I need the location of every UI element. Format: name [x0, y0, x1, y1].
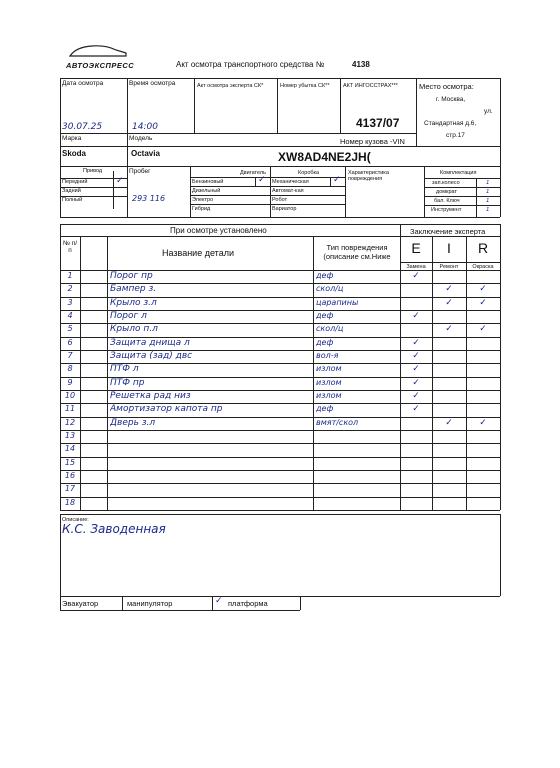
expert-conclusion-title: Заключение эксперта: [410, 227, 486, 236]
damage-type: излом: [316, 391, 342, 400]
row-number: 11: [64, 404, 76, 413]
row-number: 10: [64, 391, 76, 400]
mileage-value: 293 116: [132, 194, 166, 203]
replace-mark: ✓: [412, 351, 420, 361]
damage-type: скол/ц: [316, 324, 344, 333]
row-divider: [60, 470, 500, 471]
model-label: Модель: [129, 135, 153, 142]
damage-type: скол/ц: [316, 284, 344, 293]
row-divider: [60, 457, 500, 458]
vin-label: Номер кузова -VIN: [340, 137, 405, 146]
damage-type: царапины: [316, 298, 359, 307]
section-title: При осмотре установлено: [170, 226, 267, 235]
drive-front-check: ✓: [116, 176, 124, 186]
damage-type: излом: [316, 378, 342, 387]
drive-full: Полный: [62, 197, 83, 203]
evacuator-label: Эвакуатор: [62, 599, 99, 608]
row-divider: [60, 430, 500, 431]
engine-diesel: Дизельный: [192, 188, 221, 194]
row-number: 16: [64, 471, 76, 480]
col-header-type: Тип повреждения (описание см.Ниже: [323, 243, 391, 261]
kit-tools: Инструмент: [431, 207, 462, 213]
damage-type: вмят/скол: [316, 418, 359, 427]
row-number: 13: [64, 431, 76, 440]
manipulator-label: манипулятор: [127, 599, 173, 608]
description-value: К.С. Заводенная: [62, 522, 166, 536]
damage-type: деф: [316, 338, 334, 347]
replace-mark: ✓: [412, 364, 420, 374]
gearbox-manual: Механическая: [272, 179, 309, 185]
paint-mark: ✓: [479, 284, 487, 294]
paint-mark: ✓: [479, 298, 487, 308]
kit-wrench-mark: 1: [486, 198, 490, 204]
col-sub-r: Окраска: [472, 264, 494, 270]
drive-rear: Задний: [62, 188, 81, 194]
brand-value: Skoda: [62, 149, 87, 158]
drive-front: Передний: [62, 179, 88, 185]
gearbox-variator: Вариатор: [272, 206, 297, 212]
mileage-label: Пробег: [129, 168, 151, 175]
row-number: 12: [64, 418, 76, 427]
place-line-3: Стандартная д.6,: [424, 120, 477, 127]
col-sub-i: Ремонт: [439, 264, 459, 270]
row-number: 6: [67, 338, 73, 347]
car-logo-icon: [66, 44, 130, 58]
ingos-act-value: 4137/07: [356, 116, 400, 130]
row-number: 5: [67, 324, 73, 333]
logo: [66, 44, 135, 70]
kit-jack: домкрат: [436, 189, 457, 195]
kit-spare: зап.колесо: [432, 180, 460, 186]
replace-mark: ✓: [412, 404, 420, 414]
row-number: 15: [64, 458, 76, 467]
row-divider: [60, 510, 500, 511]
place-line-2: ул.: [484, 108, 493, 115]
part-name: Порог пр: [110, 271, 153, 281]
damage-type: вол-я: [316, 351, 339, 360]
row-number: 8: [67, 364, 73, 373]
loss-number-label: Номер убытка СК**: [280, 83, 330, 89]
row-number: 7: [67, 351, 73, 360]
platform-check: ✓: [215, 596, 223, 606]
row-number: 2: [67, 284, 73, 293]
damage-type: деф: [316, 404, 334, 413]
col-header-name: Название детали: [162, 248, 234, 258]
kit-spare-mark: 1: [486, 180, 490, 186]
paint-mark: ✓: [479, 324, 487, 334]
gearbox-manual-check: ✓: [333, 175, 341, 185]
part-name: Решетка рад низ: [110, 391, 191, 401]
damage-type: излом: [316, 364, 342, 373]
engine-petrol-check: ✓: [258, 175, 266, 185]
col-header-e: E: [411, 240, 421, 256]
gearbox-auto: Автомат-кая: [272, 188, 304, 194]
col-header-no: № п/п: [62, 240, 78, 254]
part-name: Крыло п.л: [110, 324, 158, 334]
kit-label: Комплектация: [440, 170, 477, 176]
engine-petrol: Бензиновый: [192, 179, 224, 185]
paint-mark: ✓: [479, 418, 487, 428]
row-number: 4: [67, 311, 73, 320]
kit-tools-mark: 1: [486, 207, 490, 213]
expert-act-label: Акт осмотра эксперта СК*: [197, 83, 264, 89]
repair-mark: ✓: [445, 418, 453, 428]
engine-electro: Электро: [192, 197, 214, 203]
gearbox-label: Коробка: [298, 170, 320, 176]
damage-char-label: Характеристика повреждения: [348, 170, 389, 182]
repair-mark: ✓: [445, 284, 453, 294]
ingos-act-label: АКТ ИНГОССТРАХ***: [343, 83, 398, 89]
part-name: Защита днища л: [110, 338, 190, 348]
row-divider: [60, 443, 500, 444]
part-name: Бампер з.: [110, 284, 157, 294]
row-number: 9: [67, 378, 73, 387]
part-name: ПТФ л: [110, 364, 139, 374]
part-name: Дверь з.л: [110, 418, 156, 428]
col-sub-e: Замена: [406, 264, 426, 270]
repair-mark: ✓: [445, 324, 453, 334]
date-label: Дата осмотра: [62, 80, 104, 87]
replace-mark: ✓: [412, 271, 420, 281]
place-line-1: г. Москва,: [436, 96, 466, 103]
part-name: ПТФ пр: [110, 378, 145, 388]
row-number: 17: [64, 484, 76, 493]
vin-value: XW8AD4NE2JH(: [278, 150, 371, 164]
time-label: Время осмотра: [129, 80, 176, 87]
date-value: 30.07.25: [62, 122, 103, 132]
row-number: 1: [67, 271, 73, 280]
row-number: 3: [67, 298, 73, 307]
act-number: 4138: [352, 60, 370, 69]
platform-label: платформа: [228, 599, 268, 608]
logo-text: АВТОЭКСПРЕСС: [66, 61, 135, 70]
col-header-r: R: [477, 240, 489, 256]
gearbox-robot: Робот: [272, 197, 288, 203]
part-name: Защита (зад) двс: [110, 351, 193, 361]
time-value: 14:00: [132, 122, 158, 132]
row-number: 18: [64, 498, 76, 507]
brand-label: Марка: [62, 135, 82, 142]
page-title: Акт осмотра транспортного средства №: [176, 60, 325, 69]
kit-wrench: бал. Ключ: [434, 198, 460, 204]
repair-mark: ✓: [445, 298, 453, 308]
place-line-4: стр.17: [446, 132, 465, 139]
engine-hybrid: Гибрид: [192, 206, 211, 212]
description-label: Описание:: [62, 517, 89, 523]
replace-mark: ✓: [412, 311, 420, 321]
row-number: 14: [64, 444, 76, 453]
damage-type: деф: [316, 271, 334, 280]
replace-mark: ✓: [412, 338, 420, 348]
model-value: Octavia: [131, 149, 160, 158]
part-name: Порог л: [110, 311, 147, 321]
damage-type: деф: [316, 311, 334, 320]
replace-mark: ✓: [412, 391, 420, 401]
row-divider: [60, 497, 500, 498]
part-name: Крыло з.л: [110, 298, 157, 308]
engine-label: Двигатель: [240, 170, 266, 176]
drive-label: Привод: [83, 168, 103, 174]
part-name: Амортизатор капота пр: [110, 404, 223, 414]
col-header-i: I: [447, 240, 451, 256]
place-label: Место осмотра:: [419, 82, 474, 91]
row-divider: [60, 483, 500, 484]
replace-mark: ✓: [412, 378, 420, 388]
kit-jack-mark: 1: [486, 189, 490, 195]
